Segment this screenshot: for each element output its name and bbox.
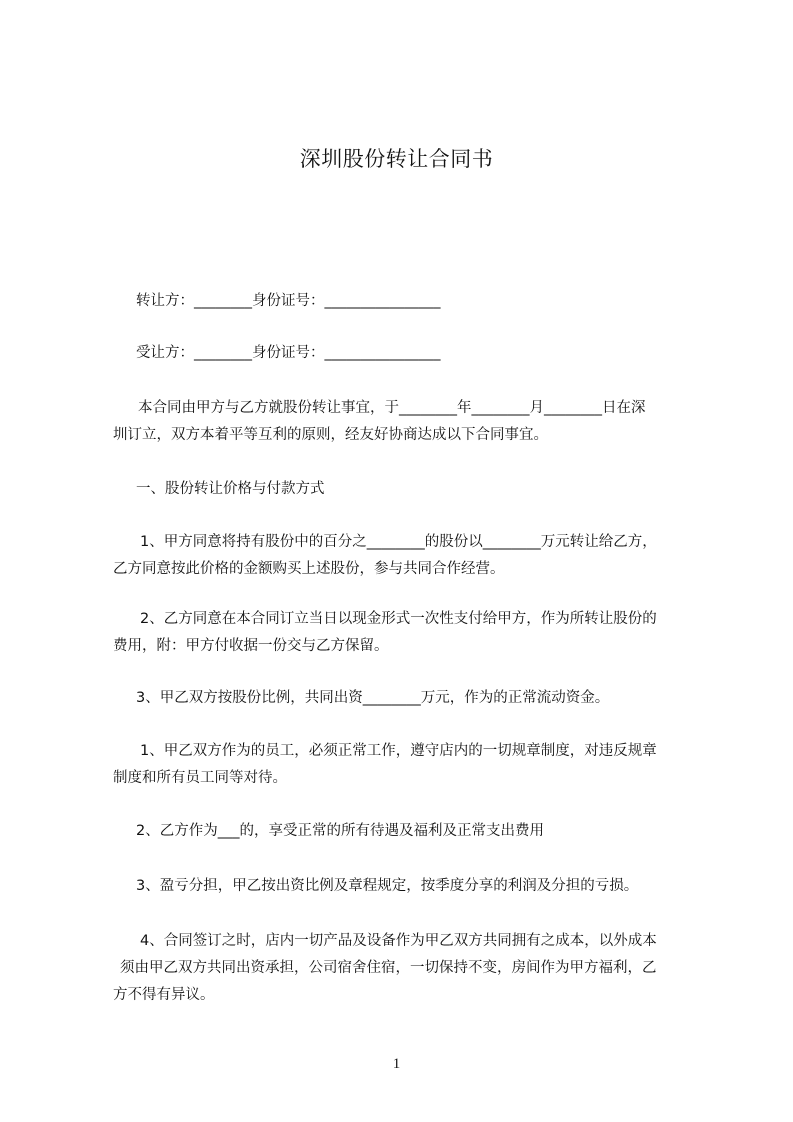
clause-7-line-2: 须由甲乙双方共同出资承担，公司宿舍住宿，一切保持不变，房间作为甲方福利，乙 (120, 960, 657, 976)
clause-4-line-2: 制度和所有员工同等对待。 (113, 770, 287, 786)
intro-line-2: 圳订立，双方本着平等互利的原则，经友好协商达成以下合同事宜。 (113, 427, 548, 443)
clause-6-line-1: 3、盈亏分担，甲乙按出资比例及章程规定，按季度分享的利润及分担的亏损。 (136, 878, 639, 894)
clause-5-line-1: 2、乙方作为___的，享受正常的所有待遇及福利及正常支出费用 (136, 823, 544, 839)
clause-2-line-2: 费用，附：甲方付收据一份交与乙方保留。 (113, 638, 389, 654)
clause-7-line-1: 4、合同签订之时，店内一切产品及设备作为甲乙双方共同拥有之成本，以外成本 (140, 933, 657, 949)
clause-7-line-3: 方不得有异议。 (113, 987, 215, 1003)
clause-1-line-1: 1、甲方同意将持有股份中的百分之________的股份以________万元转让给乙方， (140, 534, 657, 550)
transferee-line: 受让方：________身份证号：________________ (136, 345, 441, 361)
clause-2-line-1: 2、乙方同意在本合同订立当日以现金形式一次性支付给甲方，作为所转让股份的 (140, 611, 657, 627)
clause-1-line-2: 乙方同意按此价格的金额购买上述股份，参与共同合作经营。 (113, 561, 505, 577)
page-number: 1 (392, 1056, 401, 1072)
clause-3-line-1: 3、甲乙双方按股份比例，共同出资________万元，作为的正常流动资金。 (136, 690, 610, 706)
intro-line-1: 本合同由甲方与乙方就股份转让事宜，于________年________月________日在深 (138, 400, 646, 416)
section-1-heading: 一、股份转让价格与付款方式 (136, 481, 325, 497)
clause-4-line-1: 1、甲乙双方作为的员工，必须正常工作，遵守店内的一切规章制度，对违反规章 (140, 743, 657, 759)
document-title: 深圳股份转让合同书 (299, 147, 494, 171)
transferor-line: 转让方：________身份证号：________________ (136, 293, 441, 309)
